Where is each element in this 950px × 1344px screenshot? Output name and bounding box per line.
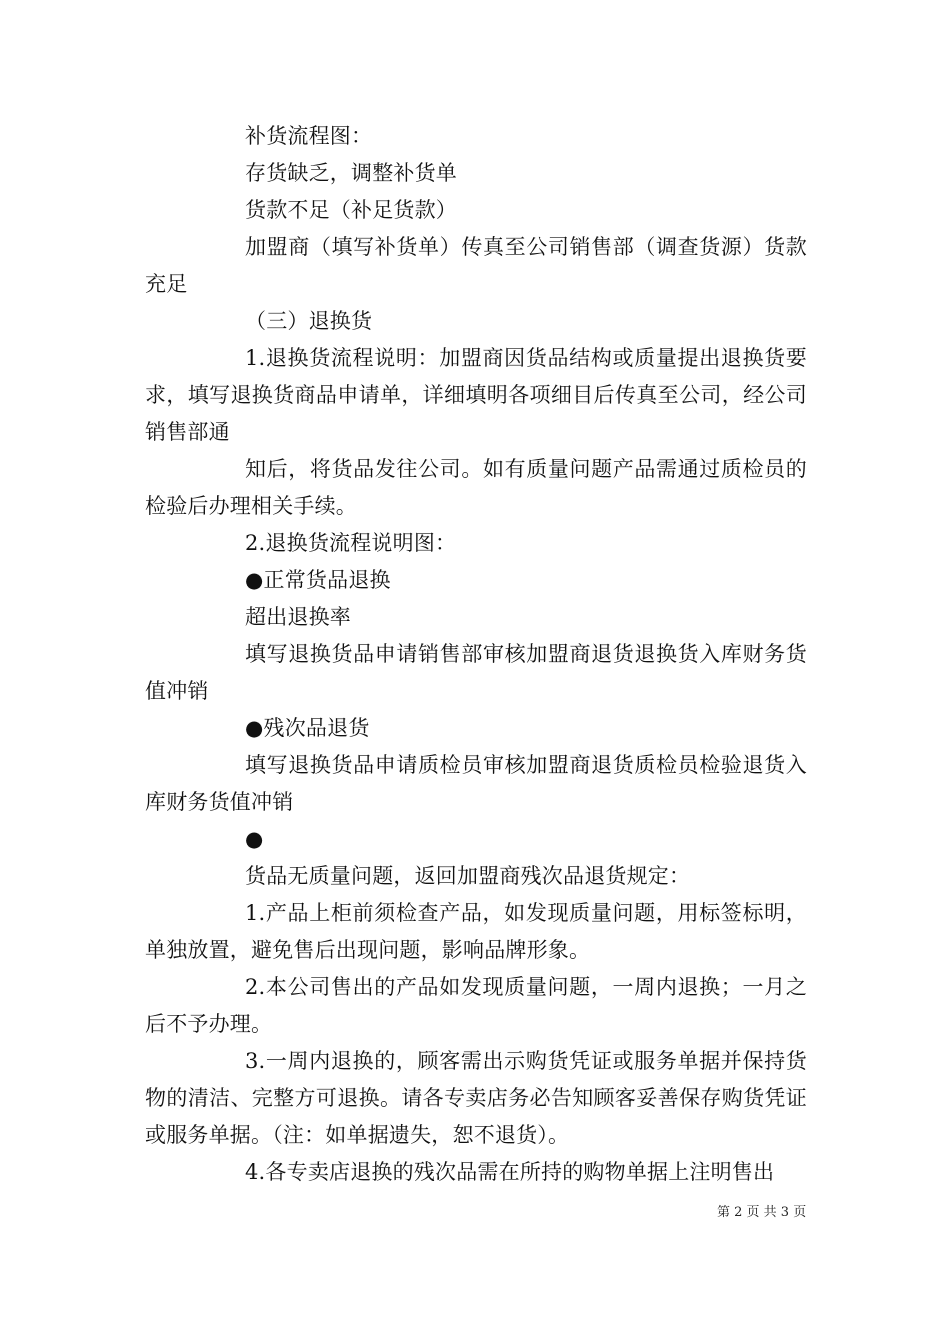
paragraph-payment-insufficient: 货款不足（补足货款） [245,198,457,222]
paragraph-rule-2: 2.本公司售出的产品如发现质量问题，一周内退换；一月之后不予办理。 [145,975,807,1036]
paragraph-franchisee-fax: 加盟商（填写补货单）传真至公司销售部（调查货源）货款充足 [145,235,807,296]
bullet-defective-goods-return: ●残次品退货 [245,716,370,740]
paragraph-return-flowchart-title: 2.退换货流程说明图： [245,531,457,555]
paragraph-rule-4: 4.各专卖店退换的残次品需在所持的购物单据上注明售出 [245,1160,775,1184]
paragraph-defective-return-steps: 填写退换货品申请质检员审核加盟商退货质检员检验退货入库财务货值冲销 [145,753,807,814]
page-number-footer: 第 2 页 共 3 页 [717,1205,807,1220]
paragraph-return-process-description: 1.退换货流程说明：加盟商因货品结构或质量提出退换货要求，填写退换货商品申请单，详细填明各项细目后传真至公司，经公司销售部通 [145,346,807,444]
section-heading-returns: （三）退换货 [245,309,373,333]
document-body [145,118,807,1191]
bullet-normal-goods-return: ●正常货品退换 [245,568,391,592]
paragraph-defective-rules-title: 货品无质量问题，返回加盟商残次品退货规定： [245,864,691,888]
paragraph-stock-shortage: 存货缺乏，调整补货单 [245,161,457,185]
paragraph-restock-flowchart-title: 补货流程图： [245,124,373,148]
paragraph-normal-return-steps: 填写退换货品申请销售部审核加盟商退货退换货入库财务货值冲销 [145,642,807,703]
bullet-empty: ● [245,827,264,851]
paragraph-rule-3: 3.一周内退换的，顾客需出示购货凭证或服务单据并保持货物的清洁、完整方可退换。请各专卖店务必告知顾客妥善保存购货凭证或服务单据。（注：如单据遗失，恕不退货）。 [145,1049,807,1147]
paragraph-return-process-continued: 知后，将货品发往公司。如有质量问题产品需通过质检员的检验后办理相关手续。 [145,457,807,518]
paragraph-exceed-return-rate: 超出退换率 [245,605,351,629]
paragraph-rule-1: 1.产品上柜前须检查产品，如发现质量问题，用标签标明，单独放置，避免售后出现问题，影响品牌形象。 [145,901,807,962]
